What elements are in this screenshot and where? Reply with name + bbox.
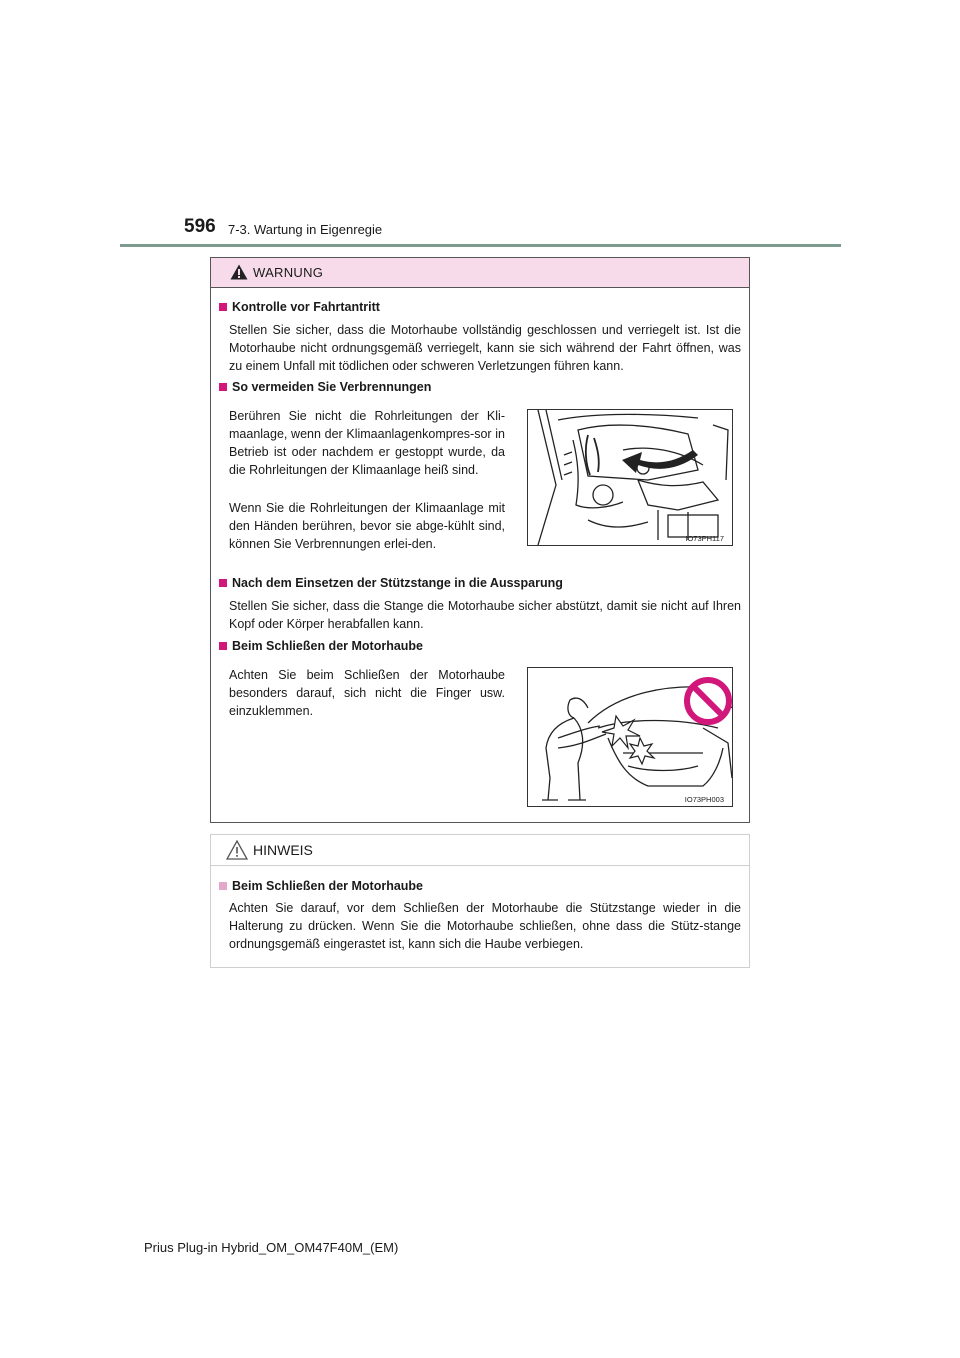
engine-bay-illustration <box>527 409 733 546</box>
notice-heading: Beim Schließen der Motorhaube <box>219 879 423 893</box>
warning-triangle-icon <box>230 264 248 280</box>
warning-item-text: Stellen Sie sicher, dass die Stange die Motorhaube sicher abstützt, damit sie nicht auf Ihren Kopf oder Körper herabfallen kann. <box>229 599 741 631</box>
warning-item-text: Berühren Sie nicht die Rohrleitungen der Kli-maanlage, wenn der Klimaanlagenkompres-sor in Betrieb ist oder nachdem er gestoppt wurde, da die Rohrleitungen der Klimaanlage heiß sind. <box>229 409 505 477</box>
figure-code: IO73PH117 <box>685 534 724 543</box>
warning-item-heading: So vermeiden Sie Verbrennungen <box>219 380 431 394</box>
page-number: 596 <box>184 216 216 237</box>
warning-item-text: Stellen Sie sicher, dass die Motorhaube vollständig geschlossen und verriegelt ist. Ist die Motorhaube nicht ordnungsgemäß verriegelt, kann sie sich während der Fahrt öffnen, was zu einem Unfall mit tödlichen oder schweren Verletzungen führen kann. <box>229 323 741 373</box>
closing-hood-illustration <box>527 667 733 807</box>
footer-document-id: Prius Plug-in Hybrid_OM_OM47F40M_(EM) <box>144 1240 399 1255</box>
notice-text: Achten Sie darauf, vor dem Schließen der Motorhaube die Stützstange wieder in die Halterung zu drücken. Wenn Sie die Motorhaube schließen, ohne dass die Stütz-stange ordnungsgemäß eingerastet ist, kann sich die Haube verbiegen. <box>229 901 741 951</box>
notice-title: HINWEIS <box>253 842 313 858</box>
warning-item-text: Achten Sie beim Schließen der Motorhaube besonders darauf, sich nicht die Finger usw. einzuklemmen. <box>229 668 505 718</box>
header-rule <box>120 244 841 247</box>
bullet-square-icon <box>219 303 227 311</box>
warning-box <box>210 257 750 823</box>
bullet-square-icon <box>219 882 227 890</box>
warning-title: WARNUNG <box>253 265 324 280</box>
warning-item-heading: Kontrolle vor Fahrtantritt <box>219 300 380 314</box>
closing-hood-drawing <box>528 668 732 806</box>
warning-item-heading: Beim Schließen der Motorhaube <box>219 639 423 653</box>
warning-item-text: Wenn Sie die Rohrleitungen der Klimaanlage mit den Händen berühren, bevor sie abge-kühlt sind, können Sie Verbrennungen erlei-den. <box>229 501 505 551</box>
engine-bay-drawing <box>528 410 732 545</box>
caution-triangle-icon <box>226 840 248 860</box>
figure-code: IO73PH003 <box>684 795 724 804</box>
prohibited-icon <box>687 680 729 722</box>
warning-item-heading: Nach dem Einsetzen der Stützstange in die Aussparung <box>219 576 563 590</box>
bullet-square-icon <box>219 642 227 650</box>
bullet-square-icon <box>219 579 227 587</box>
bullet-square-icon <box>219 383 227 391</box>
warning-header <box>211 258 749 288</box>
notice-box <box>210 834 750 968</box>
section-title: 7-3. Wartung in Eigenregie <box>228 222 383 237</box>
notice-header <box>211 835 749 866</box>
